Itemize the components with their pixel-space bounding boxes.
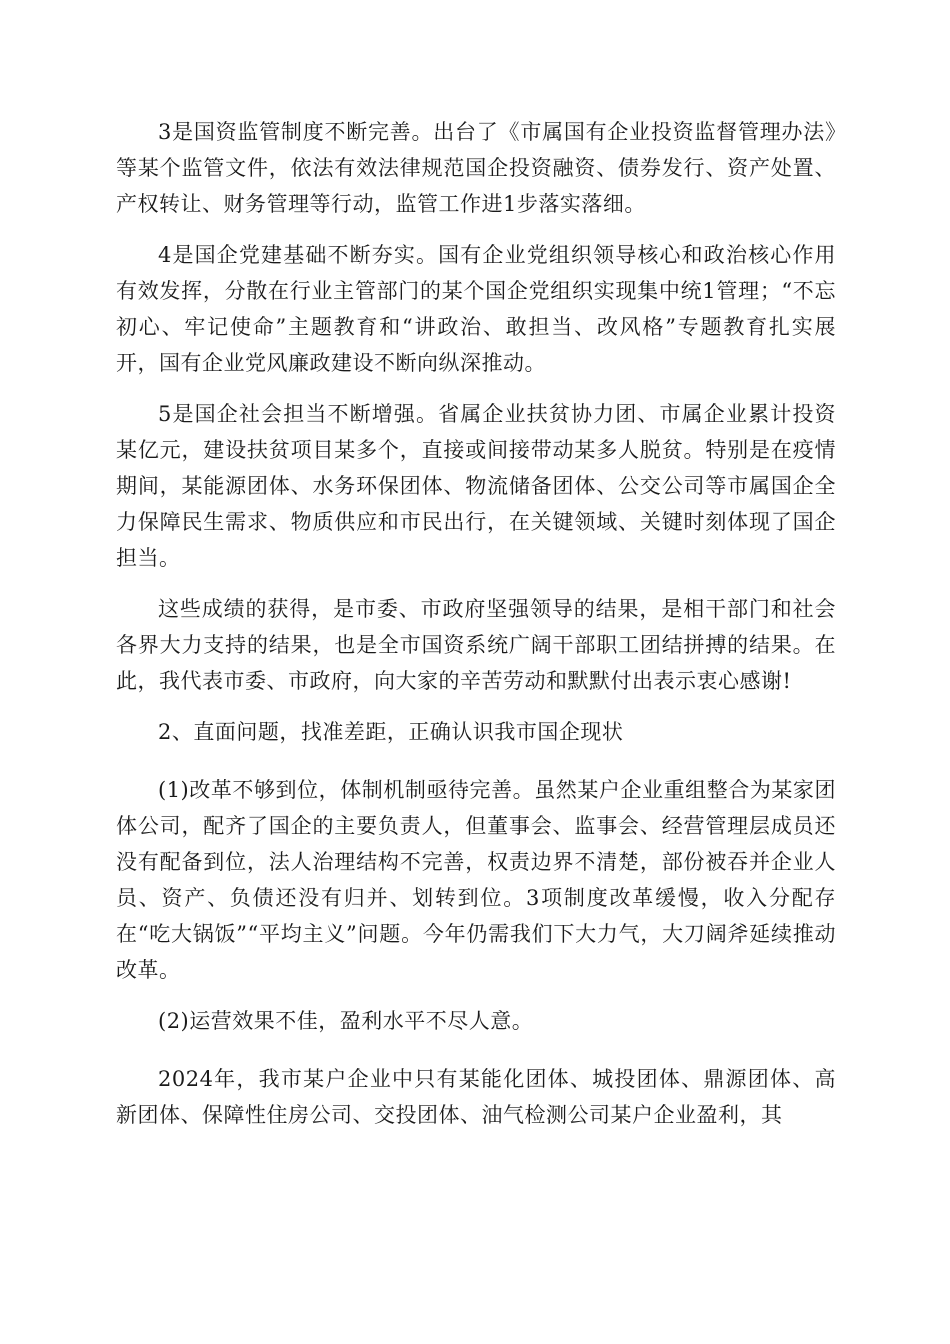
section-heading-problems: 2、直面问题，找准差距，正确认识我市国企现状 [158,720,624,744]
paragraph-social-responsibility: 5是国企社会担当不断增强。省属企业扶贫协力团、市属企业累计投资某亿元，建设扶贫项目某多个，直接或间接带动某多人脱贫。特别是在疫情期间，某能源团体、水务环保团体、物流储备团体、公交公司等市属国企全力保障民生需求、物质供应和市民出行，在关键领域、关键时刻体现了国企担当。 [116,402,836,570]
paragraph-acknowledgement: 这些成绩的获得，是市委、市政府坚强领导的结果，是相干部门和社会各界大力支持的结果，也是全市国资系统广阔干部职工团结拼搏的结果。在此，我代表市委、市政府，向大家的辛苦劳动和默默付出表示衷心感谢! [116,597,836,693]
paragraph-profit-2024: 2024年，我市某户企业中只有某能化团体、城投团体、鼎源团体、高新团体、保障性住房公司、交投团体、油气检测公司某户企业盈利，其 [116,1067,836,1127]
document-body [116,114,836,1148]
paragraph-supervision-system: 3是国资监管制度不断完善。出台了《市属国有企业投资监督管理办法》等某个监管文件，依法有效法律规范国企投资融资、债券发行、资产处置、产权转让、财务管理等行动，监管工作进1步落实落细。 [116,120,836,216]
paragraph-party-building: 4是国企党建基础不断夯实。国有企业党组织领导核心和政治核心作用有效发挥，分散在行业主管部门的某个国企党组织实现集中统1管理；“不忘初心、牢记使命”主题教育和“讲政治、敢担当、改风格”专题教育扎实展开，国有企业党风廉政建设不断向纵深推动。 [116,243,836,375]
subheading-operating-results: (2)运营效果不佳，盈利水平不尽人意。 [158,1009,534,1033]
paragraph-reform-issues: (1)改革不够到位，体制机制亟待完善。虽然某户企业重组整合为某家团体公司，配齐了国企的主要负责人，但董事会、监事会、经营管理层成员还没有配备到位，法人治理结构不完善，权责边界不清楚，部份被吞并企业人员、资产、负债还没有归并、划转到位。3项制度改革缓慢，收入分配存在“吃大锅饭”“平均主义”问题。今年仍需我们下大力气，大刀阔斧延续推动改革。 [116,778,836,982]
